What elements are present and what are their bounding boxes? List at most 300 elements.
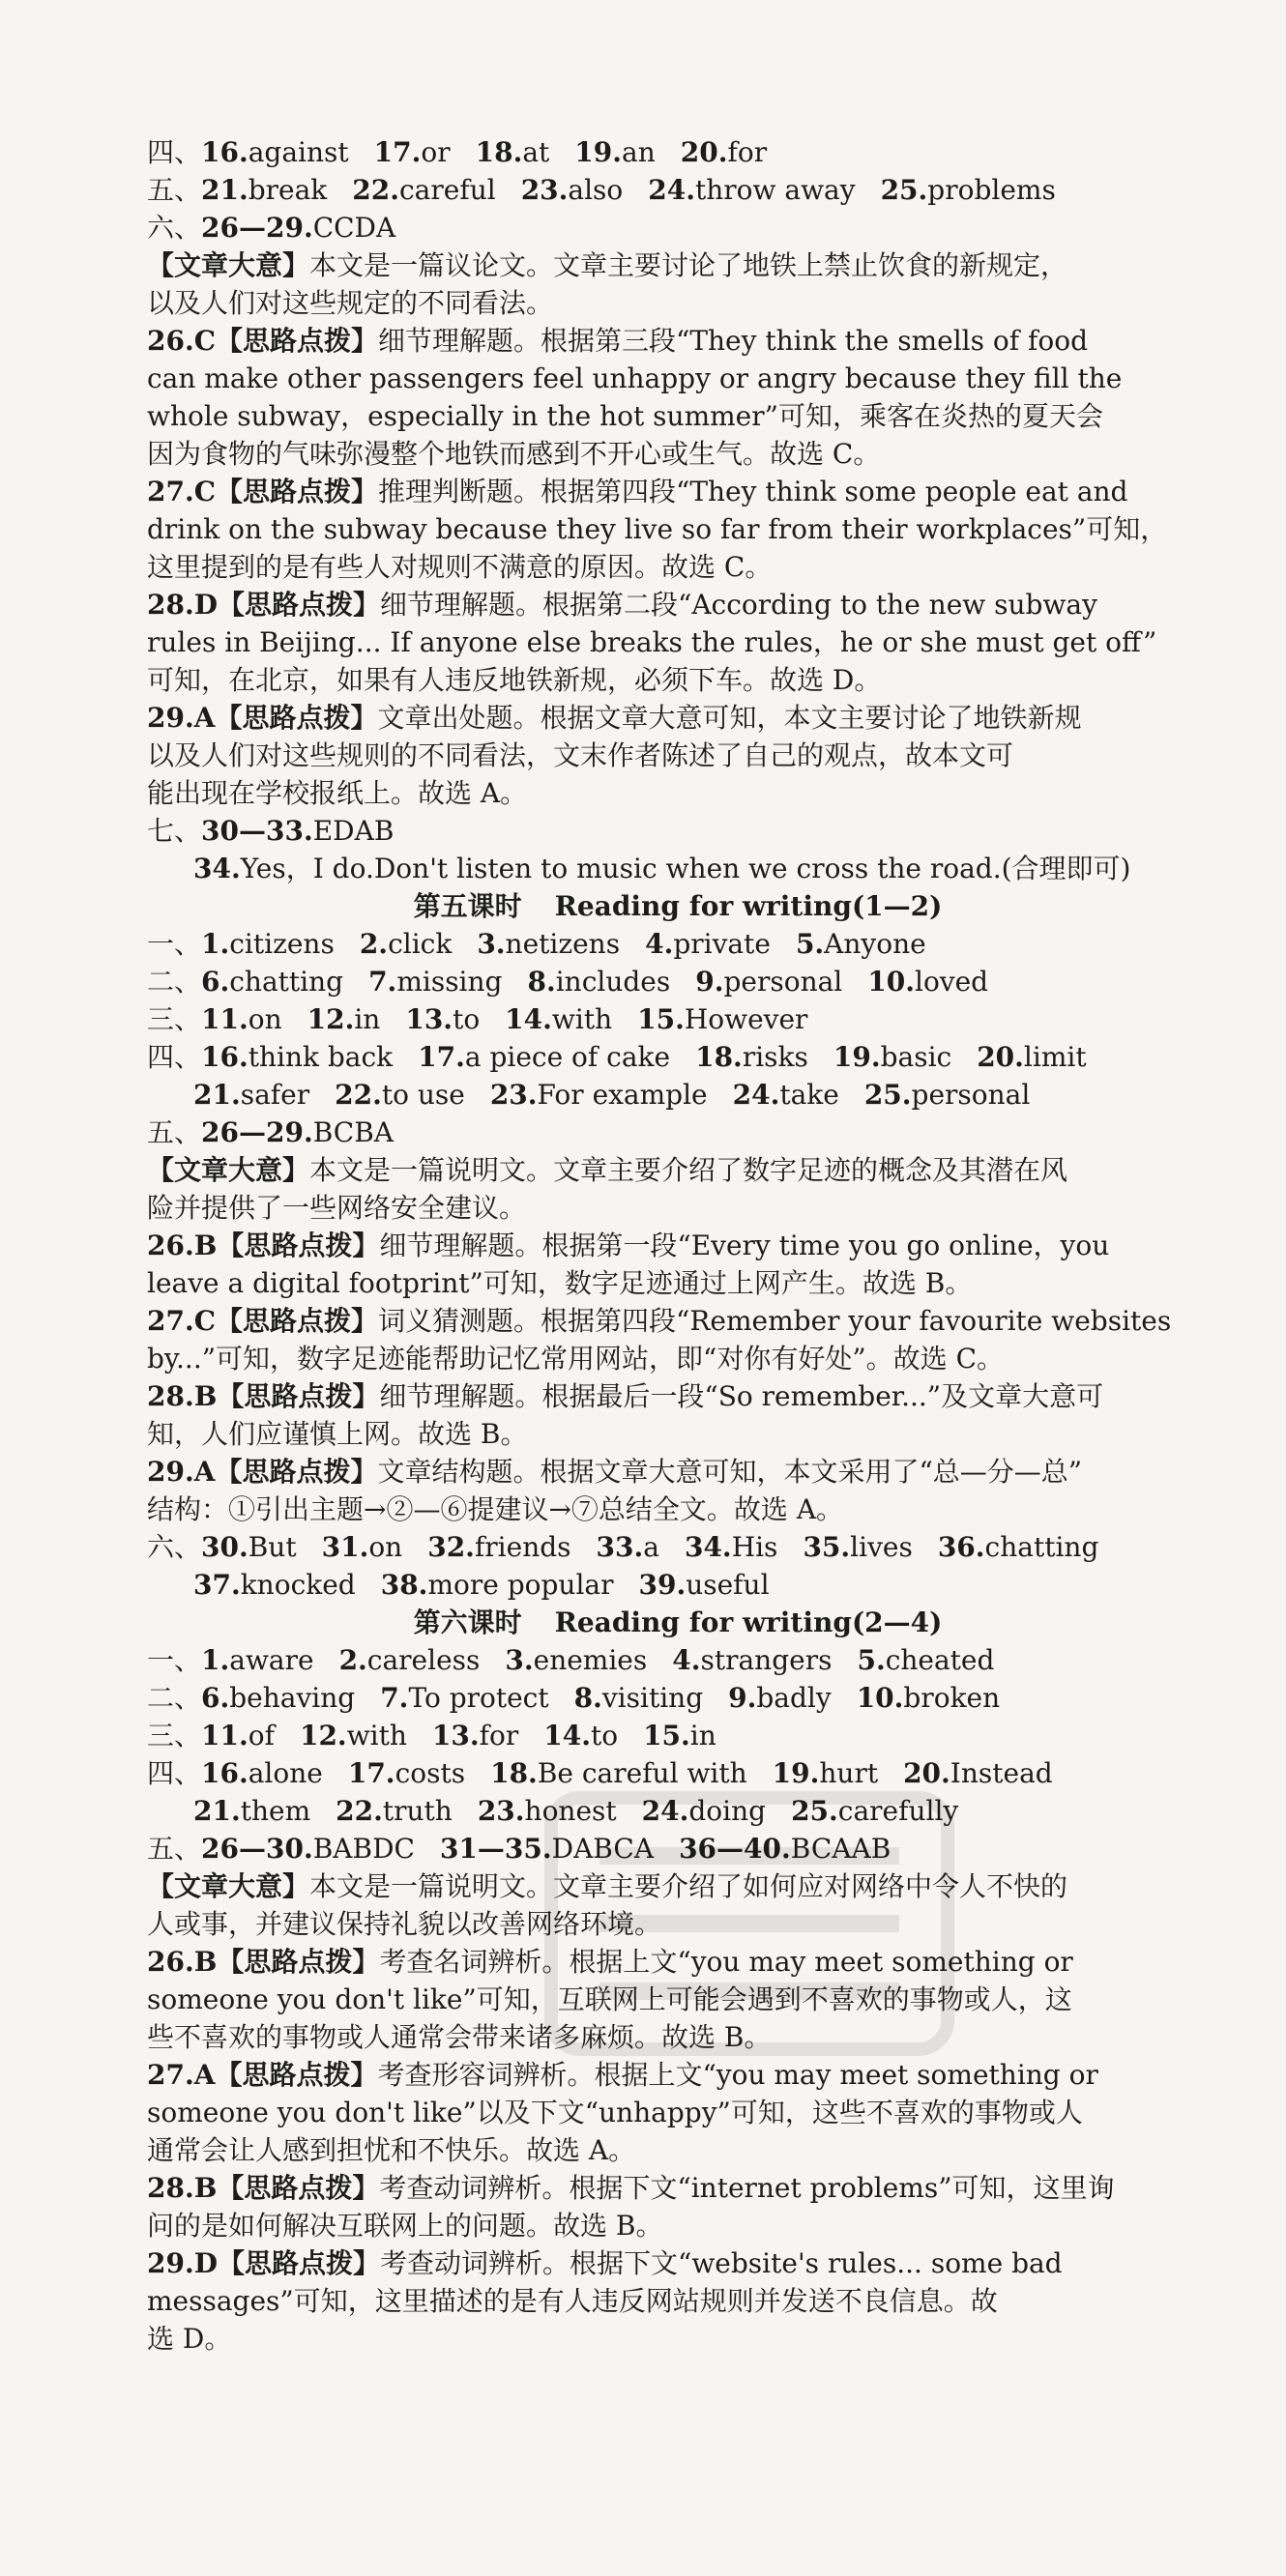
answer-key-label: B【思路点拨】 [193, 1380, 380, 1412]
text-line [147, 1189, 1209, 1227]
answer-text: includes [555, 966, 671, 998]
answer-text: throw away [695, 174, 856, 206]
question-number: 1. [201, 1644, 230, 1676]
answer-item [374, 136, 451, 168]
explanation-text: 以及人们对这些规则的不同看法，文末作者陈述了自己的观点，故本文可 [147, 739, 1014, 771]
answer-item [490, 1079, 708, 1111]
text-line [147, 925, 1209, 963]
question-number: 12. [299, 1720, 347, 1751]
question-number: 19. [833, 1041, 881, 1073]
explanation-text: 知，人们应谨慎上网。故选 B。 [147, 1418, 528, 1450]
text-line [147, 1491, 1209, 1528]
answer-text: with [346, 1720, 407, 1751]
question-number: 17. [373, 136, 422, 168]
answer-text: click [388, 928, 453, 960]
question-number: 37. [193, 1569, 241, 1601]
section-number: 四、 [147, 136, 202, 168]
question-number: 12. [307, 1003, 355, 1035]
answer-text: missing [396, 966, 503, 998]
text-line [147, 322, 1209, 360]
answer-text: Yes，I do.Don't listen to music when we cross the road.(合理即可) [240, 853, 1131, 884]
question-number: 7. [380, 1682, 409, 1714]
section-number: 六、 [147, 1531, 202, 1563]
answer-key-label: C【思路点拨】 [193, 325, 379, 357]
answer-text: on [368, 1531, 403, 1563]
answer-text: more popular [427, 1569, 614, 1601]
question-number: 26. [147, 1946, 194, 1978]
question-number: 33. [596, 1531, 644, 1563]
question-number: 3. [477, 928, 506, 960]
question-number: 10. [856, 1682, 904, 1714]
question-number: 27. [147, 1305, 194, 1337]
answer-text: for [727, 136, 768, 168]
answer-key-label: B【思路点拨】 [193, 1230, 380, 1261]
question-number: 1. [201, 928, 230, 960]
question-number: 25. [880, 174, 928, 206]
text-line [147, 133, 1209, 171]
answer-text: them [240, 1795, 311, 1827]
question-number: 11. [201, 1720, 248, 1751]
answer-text: lives [850, 1531, 913, 1563]
explanation-text: 考查动词辨析。根据下文“internet problems”可知，这里询 [379, 2172, 1115, 2204]
answer-item [791, 1795, 958, 1827]
answer-text: EDAB [312, 815, 395, 847]
section-number: 六、 [147, 212, 202, 244]
answer-text: of [248, 1720, 275, 1751]
question-number: 24. [732, 1079, 780, 1111]
text-line [147, 1038, 1209, 1076]
answer-text: strangers [700, 1644, 833, 1676]
answer-text: private [673, 928, 771, 960]
answer-item [201, 1116, 394, 1148]
answer-text: for [479, 1720, 519, 1751]
answer-item [521, 174, 624, 206]
lesson-title: 第五课时 [413, 890, 522, 922]
section-number: 五、 [147, 174, 202, 206]
explanation-text: 因为食物的气味弥漫整个地铁而感到不开心或生气。故选 C。 [147, 438, 881, 470]
answer-item [360, 928, 452, 960]
answer-text: limit [1023, 1041, 1087, 1073]
text-line [147, 586, 1209, 623]
text-line [147, 1679, 1209, 1717]
answer-item [864, 1079, 1031, 1111]
question-number: 23. [489, 1079, 538, 1111]
explanation-text: 通常会让人感到担忧和不快乐。故选 A。 [147, 2134, 636, 2166]
text-line [147, 360, 1209, 397]
answer-text: CCDA [312, 212, 396, 244]
answer-text: chatting [984, 1531, 1099, 1563]
text-line [147, 473, 1209, 510]
answer-item [201, 1003, 282, 1035]
answer-item [728, 1682, 832, 1714]
text-line [147, 2018, 1209, 2056]
answer-item [339, 1644, 481, 1676]
answer-item [695, 966, 842, 998]
answer-item [637, 1003, 807, 1035]
question-number: 17. [418, 1041, 465, 1073]
answer-item [543, 1720, 618, 1751]
section-number: 三、 [147, 1003, 202, 1035]
question-number: 26—29. [201, 212, 313, 244]
answer-item [938, 1531, 1099, 1563]
answer-item [201, 1041, 393, 1073]
text-line [147, 397, 1209, 435]
question-number: 32. [427, 1531, 475, 1563]
question-number: 22. [336, 1795, 383, 1827]
answer-text: His [731, 1531, 778, 1563]
question-number: 19. [574, 136, 623, 168]
question-number: 5. [795, 928, 825, 960]
answer-text: broken [903, 1682, 1001, 1714]
question-number: 22. [335, 1079, 382, 1111]
text-line [147, 2320, 1209, 2358]
answer-item [352, 174, 495, 206]
question-number: 23. [477, 1795, 525, 1827]
answer-text: problems [927, 174, 1056, 206]
section-number: 七、 [147, 815, 202, 847]
explanation-text: 细节理解题。根据第三段“They think the smells of food [378, 325, 1089, 357]
explanation-text: 选 D。 [147, 2323, 232, 2355]
answer-text: Instead [950, 1757, 1053, 1789]
answer-item [193, 1795, 310, 1827]
answer-text: personal [911, 1079, 1031, 1111]
question-number: 8. [527, 966, 556, 998]
question-number: 23. [520, 174, 569, 206]
section-number: 四、 [147, 1041, 202, 1073]
question-number: 3. [505, 1644, 534, 1676]
answer-key-label: 【文章大意】 [147, 1870, 310, 1902]
question-number: 36. [937, 1531, 985, 1563]
answer-key-label: D【思路点拨】 [193, 2247, 381, 2279]
text-line [147, 812, 1209, 850]
answer-item [490, 1757, 747, 1789]
answer-item [977, 1041, 1086, 1073]
question-number: 30. [201, 1531, 248, 1563]
section-heading [147, 1604, 1209, 1641]
answer-key-label: 【文章大意】 [147, 249, 310, 281]
question-number: 17. [347, 1757, 395, 1789]
answer-item [201, 1682, 355, 1714]
explanation-text: 推理判断题。根据第四段“They think some people eat and [378, 476, 1128, 507]
question-number: 18. [695, 1041, 743, 1073]
text-line [147, 284, 1209, 322]
answer-text: Anyone [824, 928, 926, 960]
answer-text: doing [688, 1795, 767, 1827]
answer-text: a [643, 1531, 659, 1563]
explanation-text: 文章出处题。根据文章大意可知，本文主要讨论了地铁新规 [377, 702, 1082, 734]
question-number: 15. [643, 1720, 690, 1751]
question-number: 2. [359, 928, 389, 960]
explanation-text: whole subway，especially in the hot summer”可知，乘客在炎热的夏天会 [147, 400, 1103, 432]
answer-item [574, 1682, 704, 1714]
text-line [147, 435, 1209, 473]
answer-text: useful [686, 1569, 770, 1601]
answer-item [679, 1833, 891, 1865]
answer-item [476, 136, 550, 168]
question-number: 26—30. [201, 1833, 313, 1865]
explanation-text: 考查名词辨析。根据上文“you may meet something or [379, 1946, 1073, 1978]
answer-text: in [689, 1720, 716, 1751]
answer-item [322, 1531, 403, 1563]
text-line [147, 2131, 1209, 2169]
answer-text: visiting [601, 1682, 704, 1714]
answer-item [381, 1569, 614, 1601]
answer-text: to use [381, 1079, 465, 1111]
text-line [147, 737, 1209, 774]
answer-text: chatting [229, 966, 344, 998]
explanation-text: 问的是如何解决互联网上的问题。故选 B。 [147, 2210, 663, 2242]
answer-item [857, 1644, 994, 1676]
answer-text: hurt [819, 1757, 879, 1789]
section-number: 四、 [147, 1757, 202, 1789]
answer-key-label: C【思路点拨】 [193, 476, 379, 507]
text-line [147, 1377, 1209, 1415]
answer-key-label: B【思路点拨】 [193, 1946, 380, 1978]
question-number: 30—33. [201, 815, 313, 847]
answer-text: with [551, 1003, 613, 1035]
explanation-text: 这里提到的是有些人对规则不满意的原因。故选 C。 [147, 551, 773, 583]
answer-item [300, 1720, 407, 1751]
question-number: 31. [321, 1531, 369, 1563]
answer-item [648, 174, 855, 206]
explanation-text: messages”可知，这里描述的是有人违反网站规则并发送不良信息。故 [147, 2285, 998, 2317]
answer-text: a piece of cake [464, 1041, 671, 1073]
question-number: 5. [857, 1644, 886, 1676]
answer-item [833, 1041, 951, 1073]
text-line [147, 1453, 1209, 1491]
answer-text: take [779, 1079, 839, 1111]
answer-text: truth [382, 1795, 453, 1827]
answer-text: Be careful with [537, 1757, 747, 1789]
text-line [147, 1076, 1209, 1114]
answer-text: on [248, 1003, 282, 1035]
explanation-text: 能出现在学校报纸上。故选 A。 [147, 777, 528, 809]
text-line [147, 1114, 1209, 1151]
text-line [147, 850, 1209, 887]
text-line [147, 2244, 1209, 2282]
answer-item [857, 1682, 1000, 1714]
answer-item [368, 966, 502, 998]
question-number: 13. [431, 1720, 480, 1751]
question-number: 20. [977, 1041, 1024, 1073]
explanation-text: 结构：①引出主题→②—⑥提建议→⑦总结全文。故选 A。 [147, 1493, 844, 1525]
answer-item [642, 1795, 766, 1827]
explanation-text: 可知，在北京，如果有人违反地铁新规，必须下车。故选 D。 [147, 664, 882, 696]
answer-text: against [248, 136, 349, 168]
explanation-text: rules in Beijing... If anyone else breaks the rules，he or she must get off” [147, 626, 1157, 658]
question-number: 24. [648, 174, 695, 206]
question-number: 21. [193, 1079, 241, 1111]
explanation-text: 人或事，并建议保持礼貌以改善网络环境。 [147, 1908, 662, 1940]
answer-item [405, 1003, 480, 1035]
question-number: 18. [490, 1757, 538, 1789]
answer-key-label: A【思路点拨】 [193, 702, 378, 734]
answer-item [645, 928, 771, 960]
explanation-text: someone you don't like”可知，互联网上可能会遇到不喜欢的事物或人，这 [147, 1983, 1072, 2015]
question-number: 31—35. [439, 1833, 552, 1865]
question-number: 25. [791, 1795, 838, 1827]
explanation-text: 本文是一篇议论文。文章主要讨论了地铁上禁止饮食的新规定， [309, 249, 1068, 281]
lesson-subtitle: Reading for writing(2—4) [554, 1606, 943, 1638]
question-number: 16. [201, 1041, 248, 1073]
answer-key-label: A【思路点拨】 [193, 1456, 378, 1488]
text-line [147, 1905, 1209, 1943]
lesson-title: 第六课时 [413, 1606, 522, 1638]
text-line [147, 1792, 1209, 1830]
text-line [147, 1302, 1209, 1340]
answer-item [201, 928, 335, 960]
text-line [147, 171, 1209, 209]
question-number: 34. [684, 1531, 732, 1563]
answer-text: However [684, 1003, 808, 1035]
question-number: 35. [803, 1531, 851, 1563]
text-line [147, 2169, 1209, 2207]
question-number: 29. [147, 2247, 194, 2279]
answer-item [201, 136, 349, 168]
answer-text: in [354, 1003, 381, 1035]
text-line [147, 1528, 1209, 1566]
answer-text: loved [914, 966, 989, 998]
answer-item [643, 1720, 716, 1751]
explanation-text: 考查动词辨析。根据下文“website's rules... some bad [380, 2247, 1063, 2279]
text-line [147, 661, 1209, 699]
answer-key-label: A【思路点拨】 [193, 2059, 378, 2091]
explanation-text: can make other passengers feel unhappy or angry because they fill the [147, 362, 1123, 394]
answer-item [348, 1757, 465, 1789]
explanation-text: 险并提供了一些网络安全建议。 [147, 1192, 527, 1224]
answer-item [307, 1003, 381, 1035]
question-number: 14. [543, 1720, 591, 1751]
answer-key-label: C【思路点拨】 [193, 1305, 379, 1337]
answer-text: To protect [408, 1682, 549, 1714]
answer-text: For example [537, 1079, 708, 1111]
answer-item [796, 928, 926, 960]
explanation-text: 本文是一篇说明文。文章主要介绍了数字足迹的概念及其潜在风 [309, 1154, 1068, 1186]
answer-text: also [568, 174, 624, 206]
answer-item [597, 1531, 659, 1563]
answer-text: knocked [240, 1569, 356, 1601]
explanation-text: 考查形容词辨析。根据上文“you may meet something or [377, 2059, 1098, 2091]
question-number: 9. [695, 966, 724, 998]
explanation-text: 细节理解题。根据第一段“Every time you go online，you [379, 1230, 1110, 1261]
question-number: 14. [505, 1003, 552, 1035]
lesson-subtitle: Reading for writing(1—2) [554, 890, 943, 922]
text-line [147, 1340, 1209, 1377]
question-number: 29. [147, 702, 194, 734]
question-number: 21. [193, 1795, 241, 1827]
answer-item [672, 1644, 832, 1676]
answer-text: or [421, 136, 451, 168]
question-number: 26. [147, 1230, 194, 1261]
question-number: 13. [405, 1003, 453, 1035]
text-line [147, 548, 1209, 586]
section-number: 三、 [147, 1720, 202, 1751]
answer-item [685, 1531, 777, 1563]
text-line [147, 1641, 1209, 1679]
answer-text: citizens [229, 928, 335, 960]
question-number: 27. [147, 2059, 194, 2091]
section-heading [147, 887, 1209, 925]
text-line [147, 963, 1209, 1000]
answer-item [903, 1757, 1053, 1789]
answer-key-label: B【思路点拨】 [193, 2172, 380, 2204]
question-number: 20. [680, 136, 728, 168]
question-number: 24. [641, 1795, 689, 1827]
answer-item [432, 1720, 518, 1751]
explanation-text: 些不喜欢的事物或人通常会带来诸多麻烦。故选 B。 [147, 2021, 772, 2053]
explanation-text: drink on the subway because they live so far from their workplaces”可知， [147, 513, 1168, 545]
question-number: 18. [475, 136, 523, 168]
question-number: 15. [637, 1003, 685, 1035]
question-number: 19. [772, 1757, 820, 1789]
question-number: 28. [147, 589, 194, 621]
question-number: 21. [201, 174, 248, 206]
answer-item [638, 1569, 769, 1601]
question-number: 4. [645, 928, 674, 960]
section-number: 一、 [147, 928, 202, 960]
answer-text: risks [742, 1041, 808, 1073]
answer-text: enemies [533, 1644, 648, 1676]
answer-text: behaving [229, 1682, 356, 1714]
answer-item [201, 966, 343, 998]
answer-text: personal [723, 966, 843, 998]
text-line [147, 2056, 1209, 2094]
answer-text: think back [248, 1041, 394, 1073]
explanation-text: 细节理解题。根据第二段“According to the new subway [380, 589, 1097, 621]
text-line [147, 1000, 1209, 1038]
question-number: 29. [147, 1456, 194, 1488]
answer-text: DABCA [551, 1833, 655, 1865]
answer-item [505, 1003, 612, 1035]
explanation-text: by...”可知，数字足迹能帮助记忆常用网站，即“对你有好处”。故选 C。 [147, 1343, 1004, 1375]
question-number: 39. [638, 1569, 687, 1601]
text-line [147, 1943, 1209, 1981]
text-line [147, 246, 1209, 284]
section-number: 五、 [147, 1833, 202, 1865]
answer-item [478, 1795, 617, 1827]
question-number: 36—40. [679, 1833, 791, 1865]
text-line [147, 1264, 1209, 1302]
question-number: 26. [147, 325, 194, 357]
answer-item [201, 1531, 297, 1563]
question-number: 4. [672, 1644, 701, 1676]
answer-text: carefully [837, 1795, 959, 1827]
answer-key-label: D【思路点拨】 [193, 589, 381, 621]
answer-text: cheated [885, 1644, 995, 1676]
explanation-text: 词义猜测题。根据第四段“Remember your favourite websites [378, 1305, 1172, 1337]
text-line [147, 1981, 1209, 2018]
answer-item [773, 1757, 878, 1789]
answer-item [201, 212, 395, 244]
text-line [147, 1566, 1209, 1604]
text-line [147, 699, 1209, 737]
answer-text: basic [880, 1041, 952, 1073]
text-line [147, 510, 1209, 548]
explanation-text: 本文是一篇说明文。文章主要介绍了如何应对网络中令人不快的 [309, 1870, 1068, 1902]
text-line [147, 1830, 1209, 1867]
answer-text: safer [240, 1079, 310, 1111]
answer-item [418, 1041, 670, 1073]
answer-text: friends [474, 1531, 571, 1563]
answer-item [427, 1531, 570, 1563]
question-number: 22. [352, 174, 399, 206]
question-number: 16. [201, 1757, 248, 1789]
answer-key-content [147, 133, 1209, 2358]
answer-key-label: 【文章大意】 [147, 1154, 310, 1186]
answer-text: BCBA [312, 1116, 395, 1148]
question-number: 38. [380, 1569, 428, 1601]
question-number: 16. [201, 136, 248, 168]
